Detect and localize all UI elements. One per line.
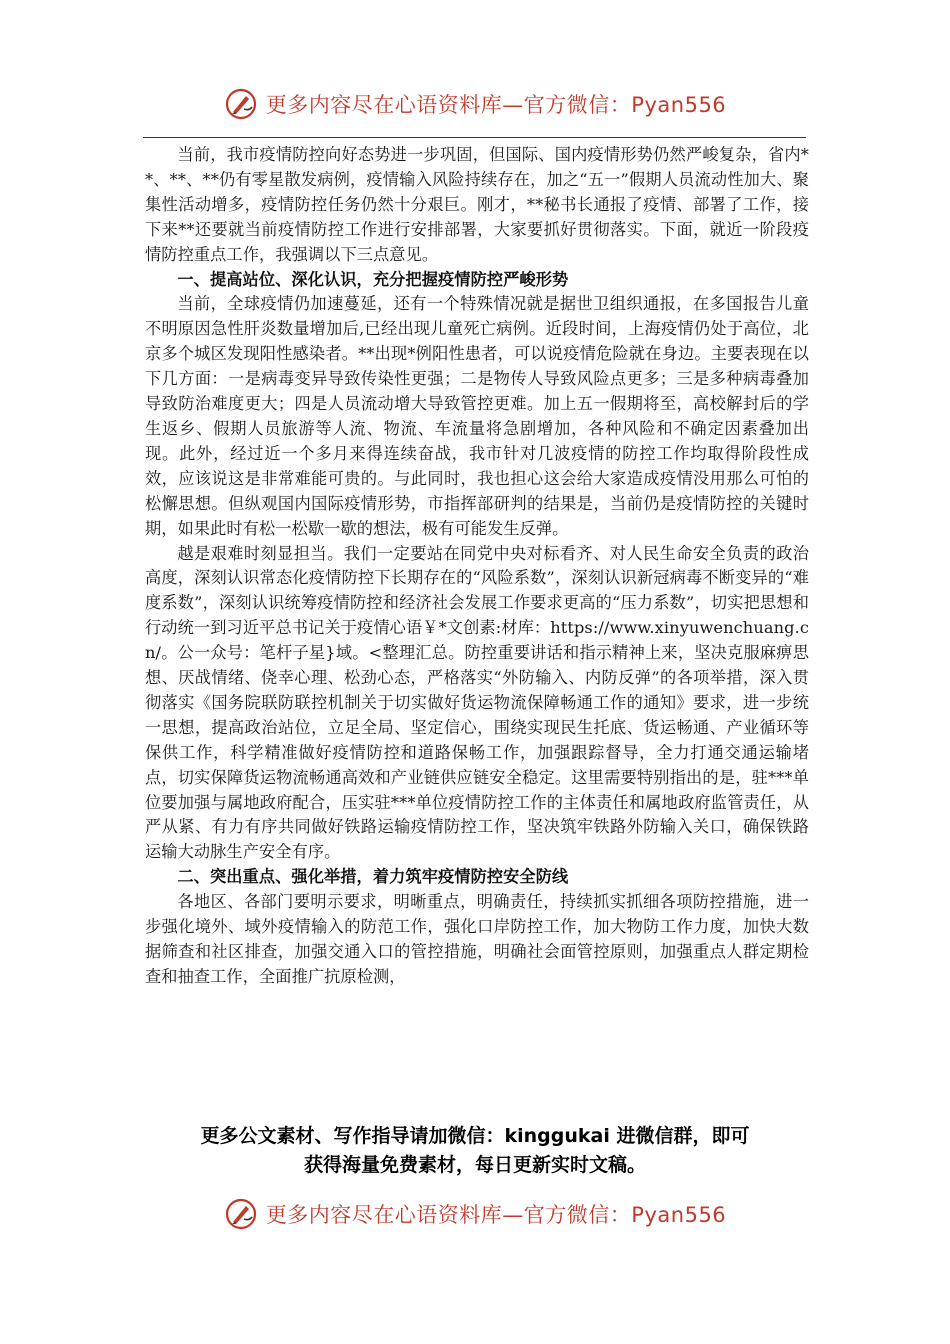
promo-line-1: 更多公文素材、写作指导请加微信：kinggukai 进微信群，即可: [200, 1125, 750, 1147]
paragraph-intro: 当前，我市疫情防控向好态势进一步巩固，但国际、国内疫情形势仍然严峻复杂，省内**、**、**仍有零星散发病例，疫情输入风险持续存在，加之“五一”假期人员流动性加大、聚集性活动增多，疫情防控任务仍然十分艰巨。刚才，**秘书长通报了疫情、部署了工作，接下来**还要就当前疫情防控工作进行安排部署，大家要抓好贯彻落实。下面，就近一阶段疫情防控重点工作，我强调以下三点意见。: [145, 145, 809, 264]
header-divider: [143, 137, 806, 138]
footer-banner-text: 更多内容尽在心语资料库—官方微信：Pyan556: [265, 1203, 727, 1227]
section-heading-1: 一、提高站位、深化认识，充分把握疫情防控严峻形势: [177, 269, 569, 289]
writing-hand-logo-icon: [224, 87, 258, 121]
writing-hand-logo-icon: [224, 1197, 258, 1231]
section-heading-2: 二、突出重点、强化举措，着力筑牢疫情防控安全防线: [177, 867, 569, 887]
promo-notice: [120, 1122, 830, 1180]
header-banner-text: 更多内容尽在心语资料库—官方微信：Pyan556: [265, 93, 727, 117]
document-body: [145, 143, 809, 990]
paragraph-measures: 各地区、各部门要明示要求，明晰重点，明确责任，持续抓实抓细各项防控措施，进一步强化境外、域外疫情输入的防范工作，强化口岸防控工作，加大物防工作力度，加快大数据筛查和社区排查，加强交通入口的管控措施，明确社会面管控原则，加强重点人群定期检查和抽查工作，全面推广抗原检测，: [145, 892, 809, 986]
header-banner: [0, 84, 950, 124]
paragraph-responsibility: 越是艰难时刻显担当。我们一定要站在同党中央对标看齐、对人民生命安全负责的政治高度，深刻认识常态化疫情防控下长期存在的“风险系数”，深刻认识新冠病毒不断变异的“难度系数”，深刻认识统筹疫情防控和经济社会发展工作要求更高的“压力系数”，切实把思想和行动统一到习近平总书记关于疫情心语￥*文创素:材库：https://www.xinyuwenchuang.cn/。公一众号：笔杆子星}域。<整理汇总。防控重要讲话和指示精神上来，坚决克服麻痹思想、厌战情绪、侥幸心理、松劲心态，严格落实“外防输入、内防反弹”的各项举措，深入贯彻落实《国务院联防联控机制关于切实做好货运物流保障畅通工作的通知》要求，进一步统一思想，提高政治站位，立足全局、坚定信心，围绕实现民生托底、货运畅通、产业循环等保供工作，科学精准做好疫情防控和道路保畅工作，加强跟踪督导，全力打通交通运输堵点，切实保障货运物流畅通高效和产业链供应链安全稳定。这里需要特别指出的是，驻***单位要加强与属地政府配合，压实驻***单位疫情防控工作的主体责任和属地政府监管责任，从严从紧、有力有序共同做好铁路运输疫情防控工作，坚决筑牢铁路外防输入关口，确保铁路运输大动脉生产安全有序。: [145, 543, 809, 862]
footer-banner: [0, 1194, 950, 1234]
promo-line-2: 获得海量免费素材，每日更新实时文稿。: [303, 1154, 646, 1176]
paragraph-situation: 当前，全球疫情仍加速蔓延，还有一个特殊情况就是据世卫组织通报，在多国报告儿童不明原因急性肝炎数量增加后,已经出现儿童死亡病例。近段时间，上海疫情仍处于高位，北京多个城区发现阳性感染者。**出现*例阳性患者，可以说疫情危险就在身边。主要表现在以下几方面：一是病毒变异导致传染性更强；二是物传人导致风险点更多；三是多种病毒叠加导致防治难度更大；四是人员流动增大导致管控更难。加上五一假期将至，高校解封后的学生返乡、假期人员旅游等人流、物流、车流量将急剧增加，各种风险和不确定因素叠加出现。此外，经过近一个多月来得连续奋战，我市针对几波疫情的防控工作均取得阶段性成效，应该说这是非常难能可贵的。与此同时，我也担心这会给大家造成疫情没用那么可怕的松懈思想。但纵观国内国际疫情形势，市指挥部研判的结果是，当前仍是疫情防控的关键时期，如果此时有松一松歇一歇的想法，极有可能发生反弹。: [145, 294, 809, 538]
